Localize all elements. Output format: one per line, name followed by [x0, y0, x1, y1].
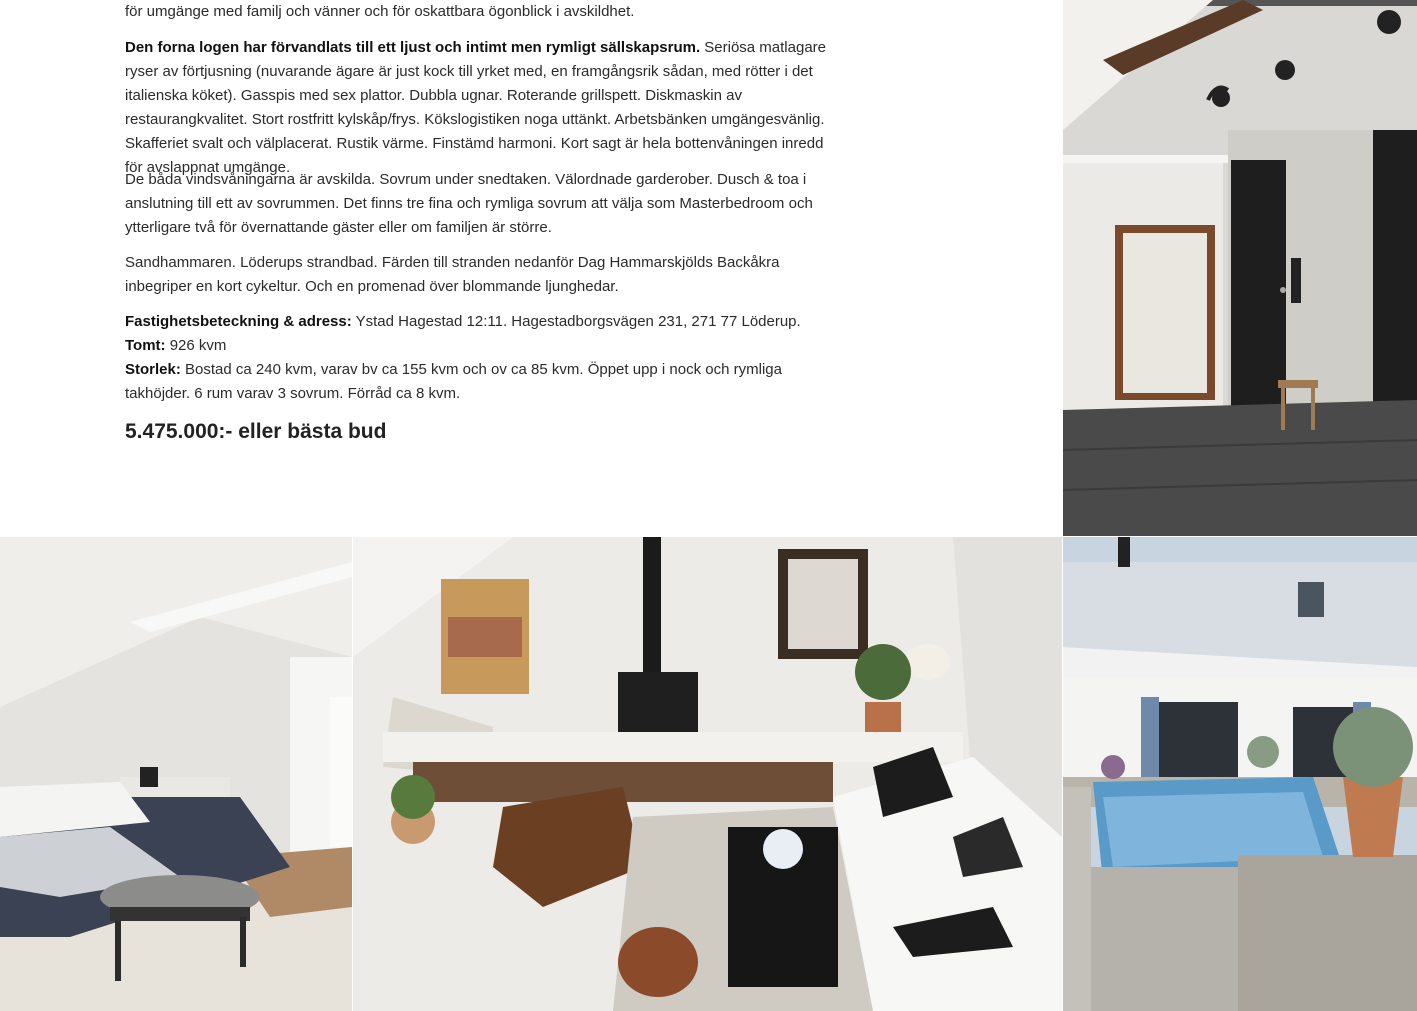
fact-address-label: Fastighetsbeteckning & adress: — [125, 313, 352, 330]
fact-address-value: Ystad Hagestad 12:11. Hagestadborgsvägen 231, 271 77 Löderup. — [351, 313, 801, 330]
paragraph-body: Seriösa matlagare ryser av förtjusning (nuvarande ägare är just kock till yrket med, en framgångsrik sådan, med rötter i det italienska köket). Gasspis med sex plattor. Dubbla ugnar. Roterande grillspett. Diskmaskin av restaurangkvalitet. Stort rostfritt kylskåp/frys. Kökslogistiken noga uttänkt. Arbetsbänken umgängesvänlig. Skafferiet svalt och välplacerat. Rustik värme. Finstämd harmoni. Kort sagt är hela bottenvåningen inredd för avslappnat umgänge. — [125, 39, 827, 176]
fact-size — [125, 358, 845, 406]
paragraph-logen — [125, 36, 845, 180]
paragraph-vindsvaningar: De båda vindsvåningarna är avskilda. Sovrum under snedtaken. Välordnade garderober. Dusch & toa i anslutning till ett av sovrummen. Det finns tre fina och rymliga sovrum att välja som Masterbedroom och ytterligare två för övernattande gäster eller om familjen är större. — [125, 171, 813, 236]
living-room-photo — [353, 537, 1062, 1011]
hallway-photo — [1063, 0, 1417, 536]
fact-plot — [125, 334, 845, 358]
fact-plot-value: 926 kvm — [165, 337, 227, 354]
fact-plot-label: Tomt: — [125, 337, 166, 354]
pool-photo — [1063, 537, 1417, 1011]
property-facts — [125, 310, 845, 406]
paragraph-sandhammaren: Sandhammaren. Löderups strandbad. Färden till stranden nedanför Dag Hammarskjölds Backåkra inbegriper en kort cykeltur. Och en promenad över blommande ljunghedar. — [125, 254, 780, 295]
fact-size-label: Storlek: — [125, 361, 181, 378]
fact-address — [125, 310, 845, 334]
price-heading: 5.475.000:- eller bästa bud — [125, 420, 387, 443]
fact-size-value: Bostad ca 240 kvm, varav bv ca 155 kvm och ov ca 85 kvm. Öppet upp i nock och rymliga takhöjder. 6 rum varav 3 sovrum. Förråd ca 8 kvm. — [125, 361, 782, 402]
intro-paragraph-end: för umgänge med familj och vänner och för oskattbara ögonblick i avskildhet. — [125, 3, 635, 20]
bedroom-photo — [0, 537, 352, 1011]
paragraph-lead: Den forna logen har förvandlats till ett ljust och intimt men rymligt sällskapsrum. — [125, 39, 701, 56]
